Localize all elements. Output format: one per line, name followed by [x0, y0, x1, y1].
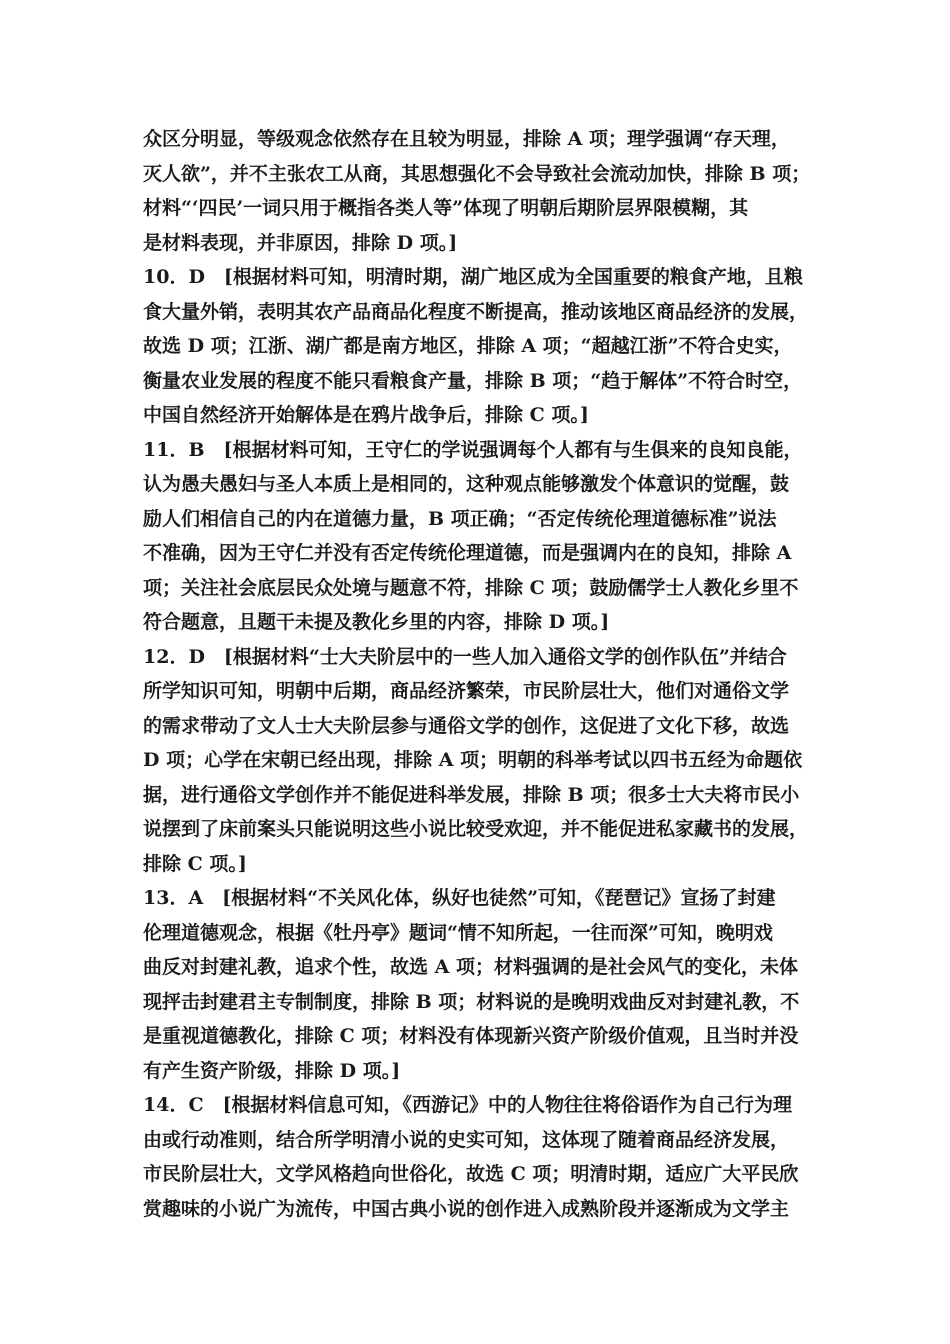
- text-line: 符合题意，且题干未提及教化乡里的内容，排除 D 项。]: [143, 611, 610, 633]
- text-line: 的需求带动了文人士大夫阶层参与通俗文学的创作，这促进了文化下移，故选: [143, 714, 790, 737]
- text-line: 众区分明显，等级观念依然存在且较为明显，排除 A 项；理学强调“存天理，: [143, 128, 790, 150]
- text-line: 市民阶层壮大，文学风格趋向世俗化，故选 C 项；明清时期，适应广大平民欣: [143, 1163, 799, 1185]
- answer-10-line: 10．D [根据材料可知，明清时期，湖广地区成为全国重要的粮食产地，且粮: [143, 266, 803, 288]
- text-line: 衡量农业发展的程度不能只看粮食产量，排除 B 项；“趋于解体”不符合时空，: [143, 369, 803, 392]
- text-line: 有产生资产阶级，排除 D 项。]: [143, 1059, 401, 1082]
- text-line: 灭人欲”，并不主张农工从商，其思想强化不会导致社会流动加快，排除 B 项；: [143, 162, 811, 185]
- text-line: 据，进行通俗文学创作并不能促进科举发展，排除 B 项；很多士大夫将市民小: [143, 783, 800, 806]
- answer-14-line: 14．C [根据材料信息可知，《西游记》中的人物往往将俗语作为自己行为理: [143, 1094, 793, 1116]
- answer-13-line: 13．A [根据材料“不关风化体，纵好也徒然”可知，《琵琶记》宣扬了封建: [143, 887, 776, 909]
- text-line: 中国自然经济开始解体是在鸦片战争后，排除 C 项。]: [143, 404, 589, 426]
- text-line: 伦理道德观念，根据《牡丹亭》题词“情不知所起，一往而深”可知，晚明戏: [143, 921, 773, 944]
- text-line: 故选 D 项；江浙、湖广都是南方地区，排除 A 项；“超越江浙”不符合史实，: [143, 335, 793, 357]
- text-line: 说摆到了床前案头只能说明这些小说比较受欢迎，并不能促进私家藏书的发展，: [143, 818, 809, 840]
- answer-text-block: [143, 122, 823, 1226]
- text-line: 认为愚夫愚妇与圣人本质上是相同的，这种观点能够激发个体意识的觉醒，鼓: [143, 473, 790, 495]
- text-line: D 项；心学在宋朝已经出现，排除 A 项；明朝的科举考试以四书五经为命题依: [143, 749, 803, 771]
- text-line: 曲反对封建礼教，追求个性，故选 A 项；材料强调的是社会风气的变化，未体: [143, 956, 798, 978]
- text-line: 是重视道德教化，排除 C 项；材料没有体现新兴资产阶级价值观，且当时并没: [143, 1025, 799, 1047]
- text-line: 食大量外销，表明其农产品商品化程度不断提高，推动该地区商品经济的发展，: [143, 300, 809, 323]
- text-line: 由或行动准则，结合所学明清小说的史实可知，这体现了随着商品经济发展，: [143, 1128, 790, 1151]
- text-line: 不准确，因为王守仁并没有否定传统伦理道德，而是强调内在的良知，排除 A: [143, 542, 792, 564]
- text-line: 项；关注社会底层民众处境与题意不符，排除 C 项；鼓励儒学士人教化乡里不: [143, 576, 799, 599]
- text-line: 排除 C 项。]: [143, 852, 247, 875]
- text-line: 材料“‘四民’一词只用于概指各类人等”体现了明朝后期阶层界限模糊，其: [143, 197, 749, 219]
- text-line: 励人们相信自己的内在道德力量，B 项正确；“否定传统伦理道德标准”说法: [143, 507, 777, 530]
- text-line: 赏趣味的小说广为流传，中国古典小说的创作进入成熟阶段并逐渐成为文学主: [143, 1197, 790, 1220]
- answer-11-line: 11．B [根据材料可知，王守仁的学说强调每个人都有与生俱来的良知良能，: [143, 438, 803, 461]
- answer-12-line: 12．D [根据材料“士大夫阶层中的一些人加入通俗文学的创作队伍”并结合: [143, 645, 787, 668]
- text-line: 是材料表现，并非原因，排除 D 项。]: [143, 231, 458, 254]
- text-line: 所学知识可知，明朝中后期，商品经济繁荣，市民阶层壮大，他们对通俗文学: [143, 680, 790, 702]
- text-line: 现抨击封建君主专制制度，排除 B 项；材料说的是晚明戏曲反对封建礼教，不: [143, 990, 800, 1013]
